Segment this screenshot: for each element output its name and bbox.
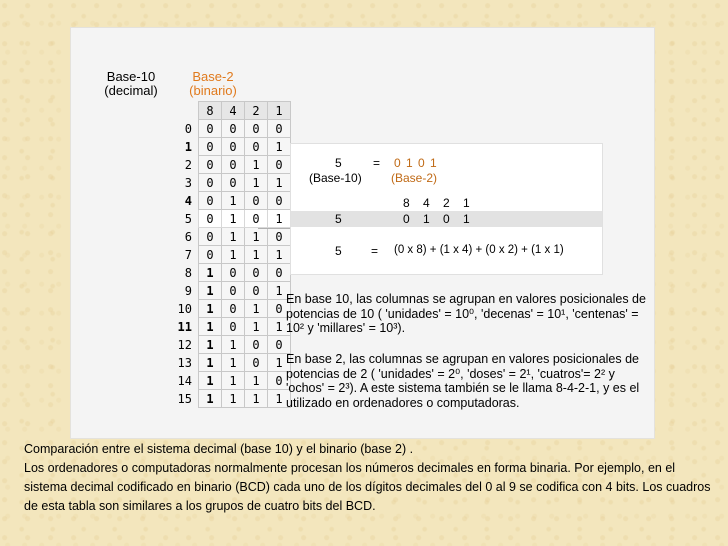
table-row: [164, 390, 291, 408]
bit-cell: 1: [268, 282, 291, 300]
weight-cell: 4: [222, 102, 245, 120]
example-callout: [290, 143, 603, 275]
table-row: [164, 174, 291, 192]
callout-rhs-label: (Base-2): [391, 171, 438, 185]
bit-cell: 0: [245, 210, 268, 228]
bit-cell: 1: [199, 354, 222, 372]
callout-weights-row: 8 4 2 1: [403, 196, 470, 210]
base10-header-title: Base-10: [106, 69, 156, 84]
bit-cell: 0: [268, 264, 291, 282]
bit-cell: 1: [245, 228, 268, 246]
bit-cell: 1: [245, 246, 268, 264]
table-row: [164, 156, 291, 174]
bit-cell: 0: [199, 120, 222, 138]
weights-row-spacer: [164, 102, 199, 120]
bit-cell: 1: [222, 192, 245, 210]
bit-cell: 1: [222, 354, 245, 372]
bit-cell: 1: [222, 228, 245, 246]
table-row: [164, 246, 291, 264]
bit-cell: 0: [268, 372, 291, 390]
base10-header-subtitle: (decimal): [104, 83, 158, 98]
callout-connector: [258, 228, 290, 229]
decimal-cell: 11: [177, 319, 192, 334]
base10-explanation: En base 10, las columnas se agrupan en valores posicionales de potencias de 10 ( 'unidades' = 10⁰, 'decenas' = 10¹, 'centenas' = 10² y 'millares' = 10³).: [286, 292, 646, 335]
decimal-cell: 15: [177, 391, 192, 406]
weight-cell: 2: [245, 102, 268, 120]
weight-cell: 1: [268, 102, 291, 120]
bit-cell: 0: [199, 210, 222, 228]
bit-cell: 0: [268, 300, 291, 318]
bit-cell: 1: [199, 372, 222, 390]
bit-cell: 1: [268, 138, 291, 156]
callout-middle-bits: 0 1 0 1: [403, 212, 470, 226]
bit-cell: 0: [245, 138, 268, 156]
decimal-cell: 2: [184, 157, 192, 172]
decimal-cell: 10: [177, 301, 192, 316]
callout-lhs-label: (Base-10): [309, 171, 362, 185]
decimal-cell: 9: [184, 283, 192, 298]
callout-bottom-value: 5: [335, 244, 342, 258]
caption-body: Los ordenadores o computadoras normalmente procesan los números decimales en forma binaria. Por ejemplo, en el sistema decimal codificado en binario (BCD) cada uno de los dígitos decimales del 0 al 9 se codifica con 4 bits. Los cuadros de esta tabla son similares a los grupos de cuatro bits del BCD.: [24, 461, 711, 513]
table-row: [164, 192, 291, 210]
bit-cell: 0: [199, 228, 222, 246]
table-row: [164, 282, 291, 300]
table-row: [164, 210, 291, 228]
bit-cell: 0: [245, 354, 268, 372]
bit-cell: 1: [245, 156, 268, 174]
bit-cell: 1: [222, 390, 245, 408]
bit-cell: 0: [222, 120, 245, 138]
callout-rhs-value: 0 1 0 1: [394, 156, 438, 170]
bit-cell: 1: [199, 318, 222, 336]
table-row: [164, 354, 291, 372]
weights-row: [164, 102, 291, 120]
bit-cell: 1: [268, 390, 291, 408]
base2-header-subtitle: (binario): [189, 83, 237, 98]
callout-lhs-value: 5: [335, 156, 342, 170]
decimal-cell: 7: [184, 247, 192, 262]
caption: [24, 440, 714, 516]
bit-cell: 1: [268, 318, 291, 336]
bit-cell: 0: [245, 192, 268, 210]
base2-header: [183, 70, 243, 98]
diagram-panel: [70, 27, 655, 439]
bit-cell: 0: [222, 264, 245, 282]
bit-cell: 0: [222, 174, 245, 192]
decimal-cell: 14: [177, 373, 192, 388]
table-row: [164, 336, 291, 354]
decimal-cell: 12: [177, 337, 192, 352]
bit-cell: 0: [222, 138, 245, 156]
decimal-cell: 1: [184, 139, 192, 154]
bit-cell: 0: [199, 246, 222, 264]
bit-cell: 1: [245, 174, 268, 192]
decimal-cell: 13: [177, 355, 192, 370]
decimal-cell: 6: [184, 229, 192, 244]
bit-cell: 0: [268, 192, 291, 210]
table-row: [164, 300, 291, 318]
bit-cell: 1: [222, 210, 245, 228]
bit-cell: 1: [268, 246, 291, 264]
bit-cell: 0: [245, 264, 268, 282]
bit-cell: 1: [245, 372, 268, 390]
bit-cell: 0: [245, 282, 268, 300]
bit-cell: 1: [222, 372, 245, 390]
decimal-cell: 0: [184, 121, 192, 136]
bit-cell: 0: [199, 174, 222, 192]
bit-cell: 0: [199, 138, 222, 156]
bit-cell: 1: [199, 336, 222, 354]
bit-cell: 1: [245, 300, 268, 318]
table-row: [164, 318, 291, 336]
bit-cell: 1: [245, 390, 268, 408]
table-row: [164, 120, 291, 138]
decimal-cell: 4: [184, 193, 192, 208]
decimal-cell: 8: [184, 265, 192, 280]
bit-cell: 1: [199, 390, 222, 408]
callout-highlight-row: [291, 211, 602, 227]
weight-cell: 8: [199, 102, 222, 120]
table-row: [164, 372, 291, 390]
bit-cell: 0: [199, 156, 222, 174]
bit-cell: 1: [222, 336, 245, 354]
bit-cell: 1: [268, 354, 291, 372]
callout-equals: =: [373, 156, 381, 170]
bit-cell: 0: [245, 336, 268, 354]
table-row: [164, 138, 291, 156]
bit-cell: 0: [199, 192, 222, 210]
bit-cell: 0: [222, 300, 245, 318]
bit-cell: 0: [222, 156, 245, 174]
bit-cell: 1: [199, 282, 222, 300]
caption-title: Comparación entre el sistema decimal (base 10) y el binario (base 2) .: [24, 442, 414, 456]
bit-cell: 0: [268, 156, 291, 174]
bit-cell: 1: [268, 210, 291, 228]
bit-cell: 1: [199, 264, 222, 282]
bit-cell: 1: [268, 174, 291, 192]
table-row: [164, 264, 291, 282]
decimal-cell: 5: [184, 211, 192, 226]
base2-explanation: En base 2, las columnas se agrupan en valores posicionales de potencias de 2 ( 'unidades' = 2⁰, 'doses' = 2¹, 'cuatros'= 2² y 'ochos' = 2³). A este sistema también se le llama 8-4-2-1, y es el utilizado en ordenadores o computadoras.: [286, 352, 640, 410]
bit-cell: 0: [222, 282, 245, 300]
bit-cell: 1: [199, 300, 222, 318]
table-row: [164, 228, 291, 246]
bit-cell: 1: [222, 246, 245, 264]
decimal-cell: 3: [184, 175, 192, 190]
bit-cell: 0: [268, 336, 291, 354]
binary-table: [164, 101, 291, 408]
callout-middle-value: 5: [335, 212, 342, 226]
bit-cell: 0: [268, 120, 291, 138]
base2-header-title: Base-2: [192, 69, 234, 84]
callout-expansion: (0 x 8) + (1 x 4) + (0 x 2) + (1 x 1): [394, 244, 564, 256]
bit-cell: 0: [268, 228, 291, 246]
base10-header: [101, 70, 161, 98]
callout-bottom-equals: =: [371, 244, 379, 258]
bit-cell: 0: [222, 318, 245, 336]
bit-cell: 0: [245, 120, 268, 138]
bit-cell: 1: [245, 318, 268, 336]
